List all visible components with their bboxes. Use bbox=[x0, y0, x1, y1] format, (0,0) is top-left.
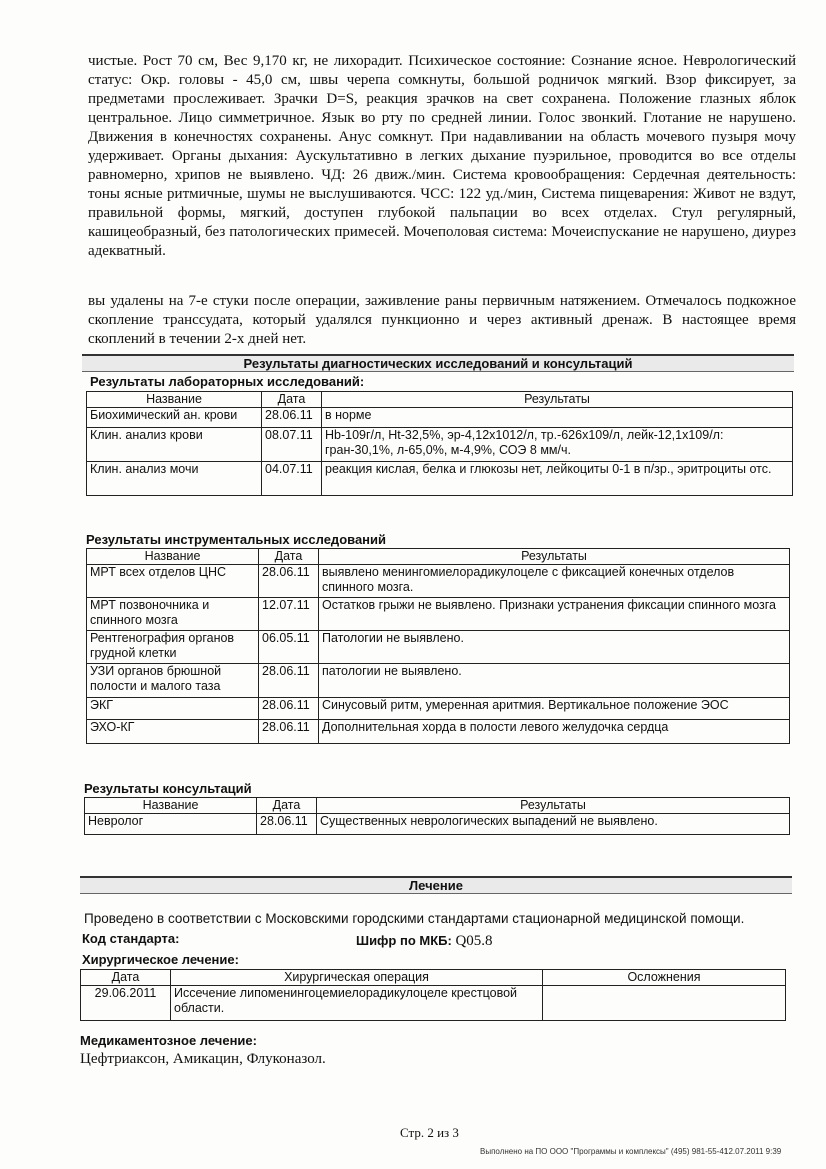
cell-date: 28.06.11 bbox=[259, 664, 319, 698]
cell-date: 29.06.2011 bbox=[81, 986, 171, 1021]
standard-code-label: Код стандарта: bbox=[82, 931, 180, 946]
cell-date: 28.06.11 bbox=[262, 408, 322, 428]
table-header-row bbox=[87, 392, 793, 408]
table-row bbox=[87, 428, 793, 462]
table-row bbox=[85, 814, 790, 835]
table-row bbox=[87, 664, 790, 698]
diagnostics-section-header: Результаты диагностических исследований и консультаций bbox=[82, 354, 794, 372]
table-header-row bbox=[85, 798, 790, 814]
medication-title: Медикаментозное лечение: bbox=[80, 1033, 257, 1048]
wound-paragraph: вы удалены на 7-е стуки после операции, заживление раны первичным натяжением. Отмечалось подкожное скопление транссудата, который удалялся пункционно и через активный дренаж. В настоящее время скоплений в течении 2-х дней нет. bbox=[88, 293, 796, 347]
cell-name: ЭХО-КГ bbox=[87, 720, 259, 744]
table-header-row bbox=[81, 970, 786, 986]
cell-date: 28.06.11 bbox=[259, 698, 319, 720]
header-name: Название bbox=[87, 549, 259, 565]
cell-date: 12.07.11 bbox=[259, 598, 319, 631]
cell-date: 04.07.11 bbox=[262, 462, 322, 496]
cell-result: выявлено менингомиелорадикулоцеле с фиксацией конечных отделов спинного мозга. bbox=[319, 565, 790, 598]
header-date: Дата bbox=[259, 549, 319, 565]
header-date: Дата bbox=[257, 798, 317, 814]
instrumental-title: Результаты инструментальных исследований bbox=[86, 532, 387, 547]
cell-date: 06.05.11 bbox=[259, 631, 319, 664]
cell-date: 28.06.11 bbox=[259, 565, 319, 598]
cell-name: МРТ позвоночника и спинного мозга bbox=[87, 598, 259, 631]
consultations-table bbox=[84, 797, 790, 835]
lab-title: Результаты лабораторных исследований: bbox=[90, 374, 365, 389]
cell-operation: Иссечение липоменингоцемиелорадикулоцеле крестцовой области. bbox=[171, 986, 543, 1021]
cell-result: Hb-109г/л, Ht-32,5%, эр-4,12х1012/л, тр.-626х109/л, лейк-12,1х109/л: гран-30,1%, л-65,0%, м-4,9%, СОЭ 8 мм/ч. bbox=[322, 428, 793, 462]
header-name: Название bbox=[87, 392, 262, 408]
table-row bbox=[87, 598, 790, 631]
treatment-text: Проведено в соответствии с Московскими городскими стандартами стационарной медицинской помощи. bbox=[84, 911, 745, 926]
mkb-code: Q05.8 bbox=[455, 933, 493, 949]
cell-result: в норме bbox=[322, 408, 793, 428]
cell-date: 28.06.11 bbox=[257, 814, 317, 835]
software-footer: Выполнено на ПО ООО "Программы и комплексы" (495) 981-55-41 bbox=[480, 1147, 729, 1156]
header-date: Дата bbox=[81, 970, 171, 986]
header-results: Результаты bbox=[322, 392, 793, 408]
table-row bbox=[87, 631, 790, 664]
table-row bbox=[87, 408, 793, 428]
cell-result: Дополнительная хорда в полости левого желудочка сердца bbox=[319, 720, 790, 744]
exam-paragraph: чистые. Рост 70 см, Вес 9,170 кг, не лихорадит. Психическое состояние: Сознание ясное. Неврологический статус: Окр. головы - 45,0 см, швы черепа сомкнуты, большой родничок мягкий. Взор фиксирует, за предметами прослеживает. Зрачки D=S, реакция зрачков на свет сохранена. Положение глазных яблок центральное. Лицо симметричное. Язык во рту по средней линии. Голос звонкий. Глотание не нарушено. Движения в конечностях сохранены. Анус сомкнут. При надавливании на область мочевого пузыря мочу удерживает. Органы дыхания: Аускультативно в легких дыхание пуэрильное, проводится во все отделы равномерно, хрипов не выявлено. ЧД: 26 движ./мин. Система кровообращения: Сердечная деятельность: тоны ясные ритмичные, шумы не выслушиваются. ЧСС: 122 уд./мин, Система пищеварения: Живот не вздут, правильной формы, мягкий, доступен глубокой пальпации во всех отделах. Стул регулярный, кашицеобразный, без патологических примесей. Мочеполовая система: Мочеиспускание не нарушено, диурез адекватный. bbox=[88, 53, 796, 259]
cell-complications bbox=[543, 986, 786, 1021]
mkb-label-text: Шифр по МКБ: bbox=[356, 933, 452, 948]
cell-date: 28.06.11 bbox=[259, 720, 319, 744]
table-row bbox=[81, 986, 786, 1021]
surgical-title: Хирургическое лечение: bbox=[82, 952, 239, 967]
cell-result: Патологии не выявлено. bbox=[319, 631, 790, 664]
cell-date: 08.07.11 bbox=[262, 428, 322, 462]
cell-name: МРТ всех отделов ЦНС bbox=[87, 565, 259, 598]
cell-name: УЗИ органов брюшной полости и малого таза bbox=[87, 664, 259, 698]
header-complications: Осложнения bbox=[543, 970, 786, 986]
cell-name: Невролог bbox=[85, 814, 257, 835]
instrumental-table bbox=[86, 548, 790, 744]
table-row bbox=[87, 462, 793, 496]
medication-text: Цефтриаксон, Амикацин, Флуконазол. bbox=[80, 1051, 326, 1067]
cell-result: Остатков грыжи не выявлено. Признаки устранения фиксации спинного мозга bbox=[319, 598, 790, 631]
mkb-label bbox=[356, 933, 493, 950]
page-number: Стр. 2 из 3 bbox=[400, 1125, 459, 1140]
cell-name: Рентгенография органов грудной клетки bbox=[87, 631, 259, 664]
header-name: Название bbox=[85, 798, 257, 814]
consultations-title: Результаты консультаций bbox=[84, 781, 252, 796]
table-row bbox=[87, 565, 790, 598]
table-row bbox=[87, 720, 790, 744]
cell-result: патологии не выявлено. bbox=[319, 664, 790, 698]
cell-result: Синусовый ритм, умеренная аритмия. Вертикальное положение ЭОС bbox=[319, 698, 790, 720]
cell-name: Клин. анализ мочи bbox=[87, 462, 262, 496]
treatment-section-header: Лечение bbox=[80, 876, 792, 894]
header-results: Результаты bbox=[319, 549, 790, 565]
header-date: Дата bbox=[262, 392, 322, 408]
surgical-table bbox=[80, 969, 786, 1021]
cell-name: ЭКГ bbox=[87, 698, 259, 720]
table-header-row bbox=[87, 549, 790, 565]
header-results: Результаты bbox=[317, 798, 790, 814]
timestamp: 12.07.2011 9:39 bbox=[724, 1147, 782, 1156]
cell-result: Существенных неврологических выпадений не выявлено. bbox=[317, 814, 790, 835]
cell-result: реакция кислая, белка и глюкозы нет, лейкоциты 0-1 в п/зр., эритроциты отс. bbox=[322, 462, 793, 496]
lab-table bbox=[86, 391, 793, 496]
cell-name: Клин. анализ крови bbox=[87, 428, 262, 462]
header-operation: Хирургическая операция bbox=[171, 970, 543, 986]
cell-name: Биохимический ан. крови bbox=[87, 408, 262, 428]
table-row bbox=[87, 698, 790, 720]
